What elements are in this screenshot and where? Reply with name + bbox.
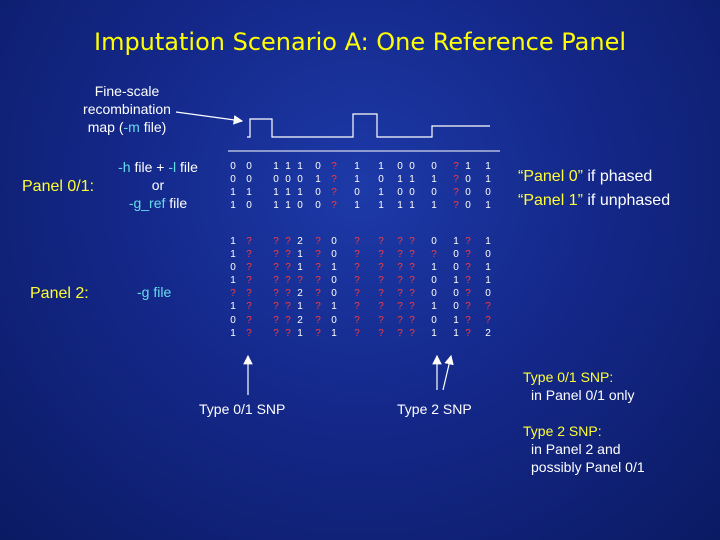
panel01-genotype-cell: 1 (354, 174, 360, 186)
panel01-genotype-cell: 0 (465, 200, 471, 212)
panel2-genotype-cell: ? (297, 275, 303, 287)
panel01-genotype-cell: 1 (285, 187, 291, 199)
panel2-genotype-cell: ? (378, 288, 384, 300)
panel2-genotype-cell: ? (315, 262, 321, 274)
panel2-genotype-cell: ? (409, 262, 415, 274)
panel2-genotype-cell: ? (246, 236, 252, 247)
panel2-genotype-cell: 1 (453, 236, 459, 247)
panel2-genotype-cell: ? (378, 301, 384, 313)
panel2-genotype-cell: ? (285, 327, 291, 339)
panel2-genotype-cell: ? (246, 327, 252, 339)
panel2-genotype-cell: ? (285, 262, 291, 274)
panel2-genotype-cell: 0 (331, 288, 337, 300)
panel01-genotype-cell: 0 (246, 161, 252, 172)
panel2-genotype-cell: ? (285, 288, 291, 300)
snp-definitions: Type 0/1 SNP: in Panel 0/1 only Type 2 SNP: in Panel 2 and possibly Panel 0/1 (523, 369, 645, 475)
panel2-genotype-cell: ? (397, 275, 403, 287)
panel2-genotype-cell: ? (246, 249, 252, 261)
panel2-genotype-cell: ? (485, 301, 491, 313)
panel2-column (428, 235, 440, 340)
panel2-genotype-cell: 1 (297, 262, 303, 274)
panel01-genotype-cell: 1 (485, 174, 491, 186)
panel2-genotype-cell: ? (246, 288, 252, 300)
panel01-column (450, 160, 462, 212)
panel01-genotype-cell: 1 (273, 200, 279, 212)
slide-title: Imputation Scenario A: One Reference Panel (93, 28, 627, 56)
panel01-column (270, 160, 282, 212)
panel01-genotype-cell: 0 (315, 161, 321, 172)
panel01-genotype-cell: 1 (273, 161, 279, 172)
panel2-genotype-cell: 1 (431, 301, 437, 313)
panel2-genotype-cell: 0 (485, 288, 491, 300)
panel01-genotype-cell: ? (331, 200, 337, 212)
panel2-genotype-cell: ? (409, 236, 415, 247)
map-label-arrow (176, 112, 242, 121)
panel2-genotype-cell: ? (409, 314, 415, 326)
panel2-genotype-cell: ? (378, 262, 384, 274)
panel01-genotype-cell: 0 (273, 174, 279, 186)
panel2-column (270, 235, 282, 340)
panel01-column (312, 160, 324, 212)
panel2-column (462, 235, 474, 340)
panel01-column (294, 160, 306, 212)
panel01-genotype-cell: 1 (397, 174, 403, 186)
panel01-genotype-cell: 0 (397, 187, 403, 199)
panel01-genotype-cell: 0 (485, 187, 491, 199)
panel2-genotype-cell: ? (315, 249, 321, 261)
panel2-genotype-cell: ? (285, 314, 291, 326)
panel01-genotype-cell: 1 (378, 200, 384, 212)
panel01-genotype-cell: 1 (409, 174, 415, 186)
panel2-genotype-cell: ? (273, 327, 279, 339)
panel01-genotype-cell: 1 (315, 174, 321, 186)
panel2-genotype-cell: 1 (230, 301, 236, 313)
panel2-genotype-cell: ? (273, 314, 279, 326)
panel01-genotype-cell: 1 (409, 200, 415, 212)
panel2-label: Panel 2: (30, 285, 89, 302)
panel2-genotype-cell: 0 (453, 262, 459, 274)
panel2-genotype-cell: ? (246, 262, 252, 274)
panel01-genotype-cell: 1 (465, 161, 471, 172)
panel2-genotype-cell: 0 (431, 275, 437, 287)
panel01-genotype-cell: 0 (297, 174, 303, 186)
panel2-column (406, 235, 418, 340)
panel2-genotype-cell: ? (465, 249, 471, 261)
panel01-genotype-cell: 0 (409, 161, 415, 172)
panel2-genotype-cell: 1 (453, 314, 459, 326)
panel2-genotype-cell: 1 (297, 301, 303, 313)
panel2-genotype-cell: ? (354, 262, 360, 274)
panel2-genotype-cell: 1 (230, 249, 236, 261)
panel01-column (428, 160, 440, 212)
panel01-genotype-cell: 1 (397, 200, 403, 212)
panel2-genotype-cell: ? (397, 327, 403, 339)
panel2-genotype-cell: ? (465, 275, 471, 287)
panel01-genotype-cell: 1 (230, 200, 236, 212)
panel01-column (328, 160, 340, 212)
panel2-genotype-cell: 1 (453, 327, 459, 339)
panel2-column (482, 235, 494, 340)
panel2-genotype-cell: ? (397, 301, 403, 313)
panel01-genotype-cell: 0 (315, 187, 321, 199)
panel01-genotype-cell: ? (453, 200, 459, 212)
panel2-genotype-cell: 0 (230, 262, 236, 274)
unphased-note: “Panel 1” if unphased (518, 192, 671, 209)
panel2-genotype-cell: ? (273, 262, 279, 274)
panel01-genotype-cell: 0 (230, 174, 236, 186)
panel01-genotype-cell: 1 (354, 200, 360, 212)
panel2-genotype-cell: ? (378, 327, 384, 339)
panel01-genotype-cell: 0 (431, 187, 437, 199)
panel2-genotype-cell: ? (315, 288, 321, 300)
panel2-genotype-cell: ? (378, 314, 384, 326)
panel2-genotype-cell: 2 (485, 327, 491, 339)
panel01-genotype-cell: ? (453, 174, 459, 186)
panel2-genotype-cell: ? (409, 301, 415, 313)
recombination-map-label: Fine-scale recombination map (-m file) (83, 83, 171, 135)
panel2-genotype-cell: ? (273, 288, 279, 300)
panel01-genotype-cell: 0 (315, 200, 321, 212)
panel2-genotype-cell: ? (409, 288, 415, 300)
panel01-column (282, 160, 294, 212)
panel2-genotype-cell: 1 (230, 275, 236, 287)
panel2-genotype-cell: 1 (331, 301, 337, 313)
panel2-genotype-cell: ? (315, 236, 321, 247)
panel01-label: Panel 0/1: (22, 178, 95, 195)
panel01-genotype-cell: 0 (378, 174, 384, 186)
panel2-genotype-cell: ? (315, 327, 321, 339)
panel01-column (462, 160, 474, 212)
panel2-genotype-cell: ? (246, 314, 252, 326)
panel2-genotype-cell: 0 (331, 314, 337, 326)
panel2-genotype-cell: 2 (297, 314, 303, 326)
panel2-column (351, 235, 363, 340)
panel01-genotype-cell: 1 (354, 161, 360, 172)
panel2-genotype-cell: ? (354, 288, 360, 300)
panel2-genotype-cell: ? (273, 275, 279, 287)
panel01-genotype-cell: 0 (285, 174, 291, 186)
panel2-genotype-cell: 0 (431, 314, 437, 326)
panel2-genotype-cell: ? (273, 249, 279, 261)
panel01-genotype-cell: 0 (297, 200, 303, 212)
panel2-genotype-cell: 1 (485, 275, 491, 287)
type01-snp-label: Type 0/1 SNP (199, 401, 286, 417)
panel2-genotype-cell: ? (431, 249, 437, 261)
panel01-genotype-cell: 0 (409, 187, 415, 199)
panel2-genotype-cell: ? (246, 301, 252, 313)
panel01-genotype-cell: 0 (246, 174, 252, 186)
panel2-genotype-cell: 1 (431, 262, 437, 274)
panel01-genotype-cell: 1 (431, 200, 437, 212)
panel01-source: -h file + -l file or -g_ref file (118, 159, 198, 211)
panel2-genotype-cell: ? (397, 236, 403, 247)
type2-snp-label: Type 2 SNP (397, 401, 472, 417)
panel2-genotype-cell: ? (397, 262, 403, 274)
panel2-genotype-cell: 1 (485, 262, 491, 274)
panel2-genotype-cell: 0 (453, 288, 459, 300)
panel01-column (243, 160, 255, 212)
panel01-column (406, 160, 418, 212)
panel01-column (482, 160, 494, 212)
panel01-column (227, 160, 239, 212)
panel2-genotype-cell: ? (378, 249, 384, 261)
panel2-genotype-cell: ? (246, 275, 252, 287)
panel2-genotype-cell: 0 (230, 314, 236, 326)
panel2-genotype-cell: 0 (431, 288, 437, 300)
panel01-genotype-cell: 1 (431, 174, 437, 186)
panel01-genotype-cell: 1 (285, 161, 291, 172)
panel2-genotype-cell: 0 (485, 249, 491, 261)
panel2-genotype-cell: ? (397, 288, 403, 300)
panel2-genotype-cell: ? (397, 249, 403, 261)
panel01-genotype-cell: 0 (354, 187, 360, 199)
panel2-column (294, 235, 306, 340)
panel2-genotype-cell: ? (230, 288, 236, 300)
panel01-genotype-cell: 1 (246, 187, 252, 199)
panel2-genotype-cell: 0 (331, 275, 337, 287)
panel2-column (282, 235, 294, 340)
panel01-genotype-cell: 1 (273, 187, 279, 199)
panel01-genotype-cell: 0 (431, 161, 437, 172)
panel2-genotype-cell: ? (354, 301, 360, 313)
panel2-source: -g file (137, 284, 172, 300)
panel2-genotype-cell: ? (409, 249, 415, 261)
panel2-genotype-cell: 0 (453, 249, 459, 261)
panel2-genotype-cell: 1 (331, 327, 337, 339)
panel2-genotype-cell: ? (465, 236, 471, 247)
panel01-genotype-cell: 0 (246, 200, 252, 212)
panel01-genotype-cell: 1 (285, 200, 291, 212)
panel2-genotype-cell: ? (378, 236, 384, 247)
panel2-genotype-cell: 2 (297, 236, 303, 247)
panel2-genotype-cell: 1 (331, 262, 337, 274)
panel2-column (312, 235, 324, 340)
panel2-genotype-cell: 1 (230, 236, 236, 247)
panel2-genotype-cell: ? (465, 288, 471, 300)
panel2-genotype-cell: ? (409, 327, 415, 339)
panel2-genotype-cell: 1 (431, 327, 437, 339)
panel01-genotype-cell: 1 (378, 187, 384, 199)
panel01-column (351, 160, 363, 212)
panel01-genotype-cell: 1 (230, 187, 236, 199)
panel01-genotype-cell: ? (331, 174, 337, 186)
panel01-genotype-cell: ? (331, 161, 337, 172)
panel01-genotype-cell: 0 (465, 174, 471, 186)
panel2-genotype-cell: ? (465, 314, 471, 326)
panel2-genotype-cell: ? (354, 314, 360, 326)
panel2-genotype-cell: ? (465, 262, 471, 274)
panel2-genotype-cell: 0 (453, 301, 459, 313)
panel2-genotype-cell: ? (465, 301, 471, 313)
panel2-genotype-cell: ? (354, 327, 360, 339)
panel2-genotype-cell: 2 (297, 288, 303, 300)
panel2-genotype-cell: 1 (297, 249, 303, 261)
panel01-genotype-cell: 0 (465, 187, 471, 199)
panel2-genotype-cell: ? (378, 275, 384, 287)
panel2-genotype-cell: ? (315, 275, 321, 287)
panel01-genotype-cell: 1 (485, 161, 491, 172)
panel01-column (394, 160, 406, 212)
panel01-genotype-cell: 1 (297, 161, 303, 172)
panel2-genotype-cell: ? (285, 275, 291, 287)
panel2-genotype-cell: ? (315, 301, 321, 313)
panel01-genotype-cell: ? (453, 187, 459, 199)
panel2-genotype-cell: ? (485, 314, 491, 326)
panel2-genotype-cell: 0 (431, 236, 437, 247)
panel2-column (227, 235, 239, 340)
panel2-genotype-cell: 0 (331, 249, 337, 261)
panel2-genotype-cell: ? (465, 327, 471, 339)
panel2-genotype-cell: ? (354, 236, 360, 247)
panel2-genotype-cell: 0 (331, 236, 337, 247)
panel01-genotype-cell: 0 (230, 161, 236, 172)
panel2-genotype-cell: 1 (297, 327, 303, 339)
panel01-column (375, 160, 387, 212)
panel01-genotype-cell: 1 (297, 187, 303, 199)
phased-note: “Panel 0” if phased (518, 168, 653, 185)
panel2-genotype-cell: 1 (230, 327, 236, 339)
panel01-genotype-cell: ? (331, 187, 337, 199)
recombination-map-line (247, 114, 490, 137)
type2-snp-arrow-right (443, 356, 451, 390)
panel01-genotype-cell: ? (453, 161, 459, 172)
panel2-column (243, 235, 255, 340)
panel2-genotype-cell: ? (285, 236, 291, 247)
panel2-genotype-cell: ? (273, 236, 279, 247)
panel2-genotype-cell: 1 (453, 275, 459, 287)
panel2-column (375, 235, 387, 340)
panel2-genotype-cell: ? (409, 275, 415, 287)
panel2-genotype-cell: ? (354, 275, 360, 287)
panel2-genotype-cell: ? (315, 314, 321, 326)
panel2-genotype-cell: ? (285, 301, 291, 313)
panel2-genotype-cell: ? (285, 249, 291, 261)
panel2-genotype-cell: ? (273, 301, 279, 313)
panel01-genotype-cell: 0 (397, 161, 403, 172)
panel2-genotype-cell: ? (397, 314, 403, 326)
panel2-genotype-cell: ? (354, 249, 360, 261)
panel01-genotype-cell: 1 (378, 161, 384, 172)
panel2-genotype-cell: 1 (485, 236, 491, 247)
panel2-column (394, 235, 406, 340)
panel01-genotype-cell: 1 (485, 200, 491, 212)
panel2-column (450, 235, 462, 340)
panel2-column (328, 235, 340, 340)
